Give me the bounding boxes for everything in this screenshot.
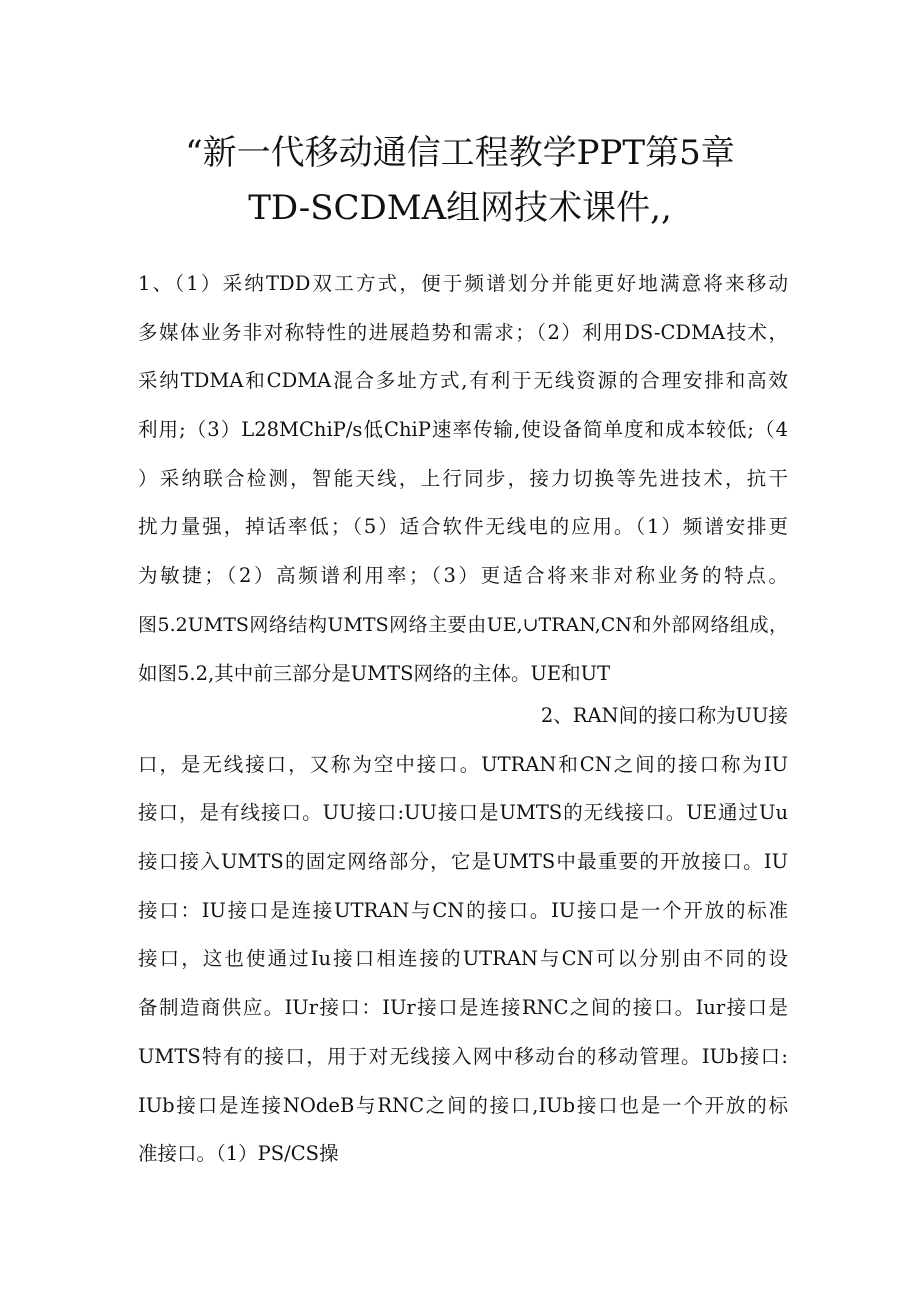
- paragraph-line: ）采纳联合检测，智能天线，上行同步，接力切换等先进技术，抗干: [138, 466, 788, 490]
- paragraph-line: 2、RAN间的接口称为UU接: [540, 704, 788, 727]
- document-title-line-2: TD-SCDMA组网技术课件,,: [248, 188, 672, 228]
- paragraph-line: 为敏捷；（2）高频谱利用率；（3）更适合将来非对称业务的特点。: [138, 564, 788, 588]
- paragraph-line: 接口接入UMTS的固定网络部分，它是UMTS中最重要的开放接口。IU: [138, 850, 788, 874]
- paragraph-line: 接口，这也使通过Iu接口相连接的UTRAN与CN可以分别由不同的设: [138, 947, 788, 971]
- paragraph-line: UMTS特有的接口，用于对无线接入网中移动台的移动管理。IUb接口:: [138, 1044, 788, 1068]
- paragraph-line: 备制造商供应。IUr接口：IUr接口是连接RNC之间的接口。Iur接口是: [138, 996, 788, 1020]
- paragraph-line: 口，是无线接口，又称为空中接口。UTRAN和CN之间的接口称为IU: [138, 752, 788, 776]
- paragraph-line: 扰力量强，掉话率低；（5）适合软件无线电的应用。（1）频谱安排更: [138, 515, 788, 539]
- paragraph-line: 准接口。（1）PS/CS操: [138, 1142, 339, 1166]
- paragraph-line: 图5.2UMTS网络结构UMTS网络主要由UE,∪TRAN,CN和外部网络组成，: [138, 613, 788, 636]
- paragraph-line: 如图5.2,其中前三部分是UMTS网络的主体。UE和UT: [138, 661, 611, 685]
- section-2-paragraph: [138, 692, 788, 1179]
- document-title-line-1: “新一代移动通信工程教学PPT第5章: [185, 133, 735, 173]
- paragraph-line: 接口，是有线接口。UU接口:UU接口是UMTS的无线接口。UE通过Uu: [138, 801, 788, 825]
- section-1-paragraph: [138, 260, 788, 698]
- paragraph-line: 利用;（3）L28MChiP/s低ChiP速率传输,使设备简单度和成本较低;（4: [138, 418, 788, 442]
- paragraph-line: 多媒体业务非对称特性的进展趋势和需求；（2）利用DS-CDMA技术，: [138, 320, 788, 344]
- paragraph-line: 1、（1）采纳TDD双工方式，便于频谱划分并能更好地满意将来移动: [138, 272, 788, 295]
- paragraph-line: 接口：IU接口是连接UTRAN与CN的接口。IU接口是一个开放的标准: [138, 898, 788, 922]
- paragraph-line: 采纳TDMA和CDMA混合多址方式,有利于无线资源的合理安排和高效: [138, 369, 788, 393]
- paragraph-line: IUb接口是连接NOdeB与RNC之间的接口,IUb接口也是一个开放的标: [138, 1093, 788, 1117]
